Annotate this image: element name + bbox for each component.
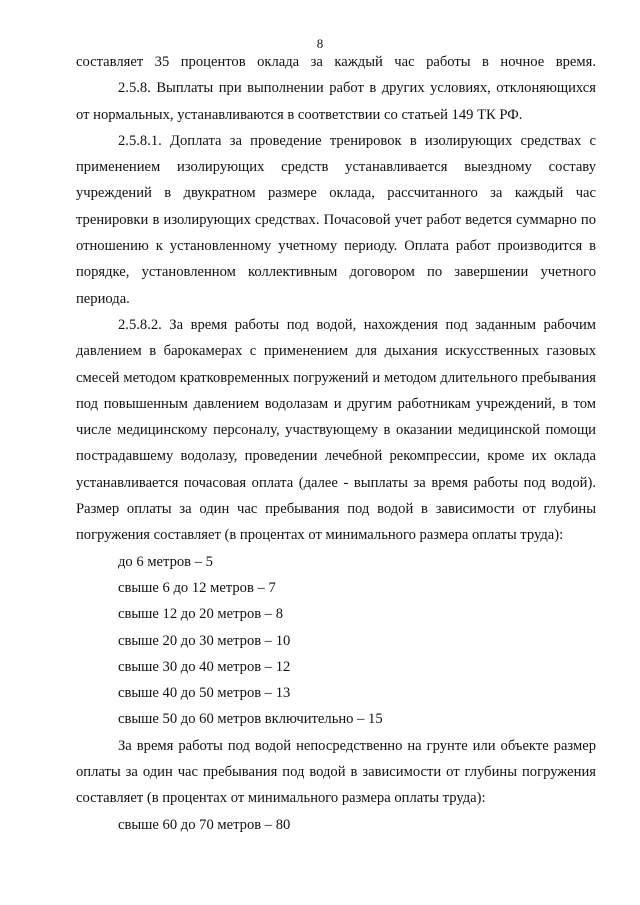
document-body <box>76 49 596 838</box>
list-item: свыше 30 до 40 метров – 12 <box>118 658 291 675</box>
list-item: свыше 60 до 70 метров – 80 <box>118 816 291 833</box>
paragraph-night-work-continuation: составляет 35 процентов оклада за каждый час работы в ночное время. <box>76 54 596 70</box>
paragraph-ground-work: За время работы под водой непосредственно на грунте или объекте размер оплаты за один час пребывания под водой в зависимости от глубины погружения составляет (в процентах от минимального размера оплаты труда): <box>76 737 596 807</box>
list-item: свыше 12 до 20 метров – 8 <box>118 606 284 623</box>
ground-depth-rate-list <box>76 812 596 838</box>
page-number: 8 <box>316 36 324 51</box>
paragraph-2-5-8-2: 2.5.8.2. За время работы под водой, нахождения под заданным рабочим давлением в барокамерах с применением для дыхания искусственных газовых смесей методом кратковременных погружений и методом длительного пребывания под повышенным давлением водолазам и другим работникам учреждений, в том числе медицинскому персоналу, участвующему в оказании медицинской помощи пострадавшему водолазу, проведении лечебной рекомпрессии, кроме их оклада устанавливается почасовая оплата (далее - выплаты за время работы под водой). Размер оплаты за один час пребывания под водой в зависимости от глубины погружения составляет (в процентах от минимального размера оплаты труда): <box>76 316 596 544</box>
list-item: свыше 40 до 50 метров – 13 <box>118 685 291 702</box>
list-item: до 6 метров – 5 <box>118 553 213 570</box>
list-item: свыше 50 до 60 метров включительно – 15 <box>118 711 383 728</box>
list-item: свыше 6 до 12 метров – 7 <box>118 579 276 596</box>
list-item: свыше 20 до 30 метров – 10 <box>118 632 291 649</box>
paragraph-2-5-8-1: 2.5.8.1. Доплата за проведение тренировок в изолирующих средствах с применением изолирующих средств устанавливается выездному составу учреждений в двукратном размере оклада, рассчитанного за каждый час тренировки в изолирующих средствах. Почасовой учет работ ведется суммарно по отношению к установленному учетному периоду. Оплата работ производится в порядке, установленном коллективным договором по завершении учетного периода. <box>76 132 596 307</box>
paragraph-2-5-8: 2.5.8. Выплаты при выполнении работ в других условиях, отклоняющихся от нормальных, устанавливаются в соответствии со статьей 149 ТК РФ. <box>76 80 596 123</box>
depth-rate-list <box>76 549 596 733</box>
